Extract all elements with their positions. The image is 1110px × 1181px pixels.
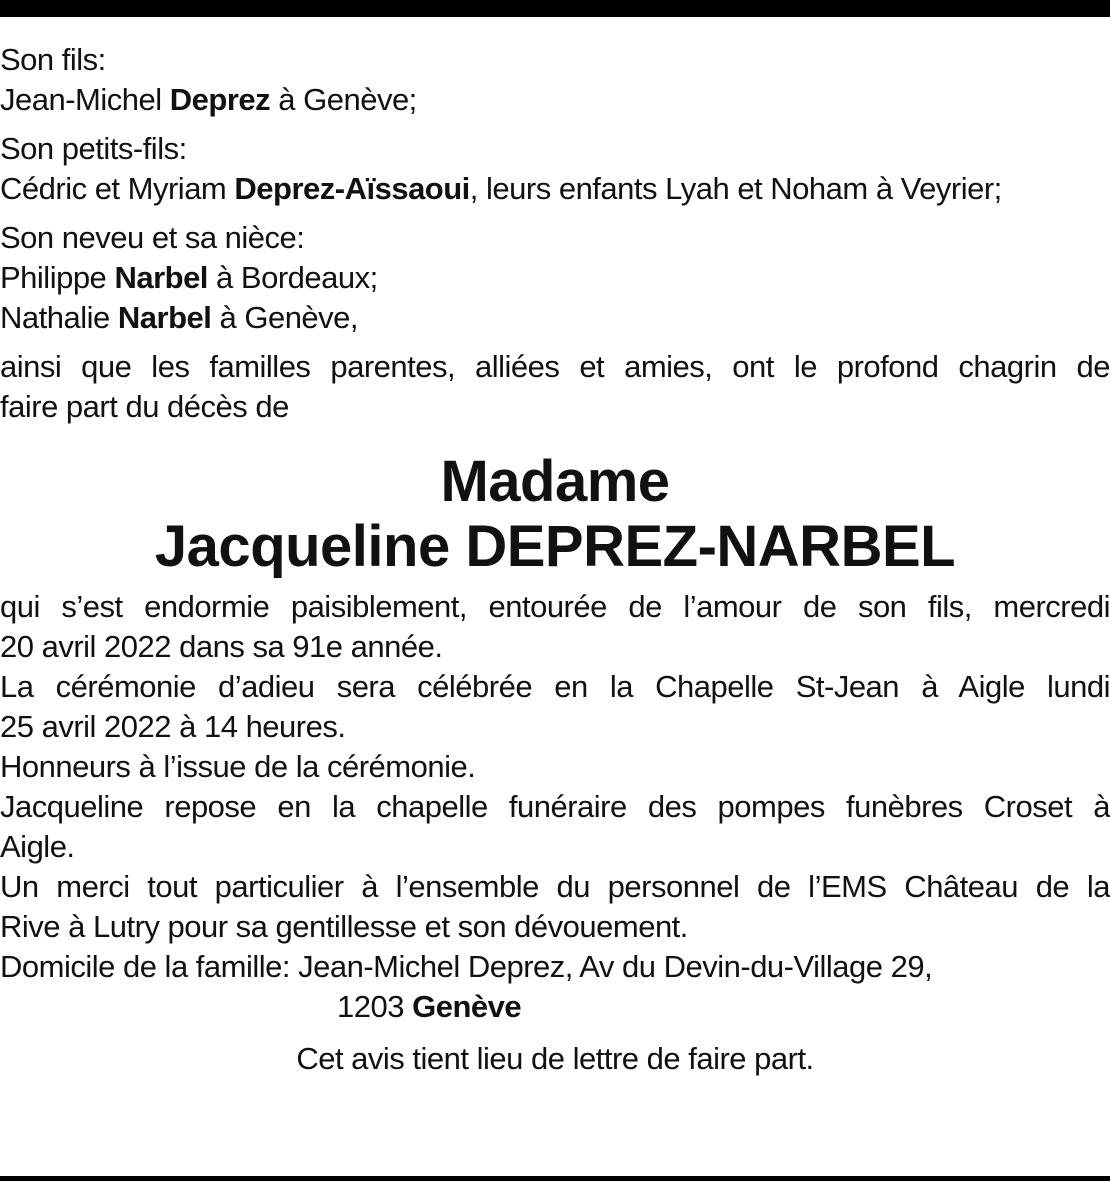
deceased-name-heading [0,449,1110,579]
nephew-niece-block [0,218,1110,338]
details-line-7: Aigle. [0,829,75,864]
top-rule [0,0,1110,17]
son-block [0,40,1110,120]
nephew-first-name: Philippe [0,260,107,295]
details-line-9: Rive à Lutry pour sa gentillesse et son dévouement. [0,909,688,944]
intro-paragraph [0,347,1110,427]
postcode: 1203 [337,989,404,1024]
details-line-1: qui s’est endormie paisiblement, entourée de l’amour de son fils, mercredi [0,589,1110,624]
deceased-name: Jacqueline DEPREZ-NARBEL [154,514,956,579]
son-heading: Son fils: [0,42,106,77]
closing-text: Cet avis tient lieu de lettre de faire part. [296,1041,814,1076]
niece-first-name: Nathalie [0,300,110,335]
niece-entry [0,298,1110,338]
family-domicile: Domicile de la famille: Jean-Michel Deprez, Av du Devin-du-Village 29, [0,949,933,984]
intro-line-1: ainsi que les familles parentes, alliées et amies, ont le profond chagrin de [0,349,1110,384]
grandson-block [0,129,1110,209]
grandson-heading: Son petits-fils: [0,131,187,166]
details-line-5: Honneurs à l’issue de la cérémonie. [0,749,476,784]
details-line-4: 25 avril 2022 à 14 heures. [0,709,346,744]
details-line-8: Un merci tout particulier à l’ensemble du personnel de l’EMS Château de la [0,869,1110,904]
nephew-entry [0,258,1110,298]
nephew-heading: Son neveu et sa nièce: [0,220,305,255]
niece-last-name: Narbel [117,300,212,335]
bottom-rule [0,1176,1110,1181]
son-first-name: Jean-Michel [0,82,162,117]
intro-line-2: faire part du décès de [0,389,289,424]
son-last-name: Deprez [169,82,271,117]
son-entry [0,80,1110,120]
grandson-entry [0,169,1110,209]
nephew-place: à Bordeaux; [216,260,378,295]
nephew-last-name: Narbel [114,260,208,295]
death-notice [0,40,1110,1079]
details-line-6: Jacqueline repose en la chapelle funéraire des pompes funèbres Croset à [0,789,1110,824]
city: Genève [412,989,522,1024]
details-line-3: La cérémonie d’adieu sera célébrée en la Chapelle St-Jean à Aigle lundi [0,669,1110,704]
grandson-rest: , leurs enfants Lyah et Noham à Veyrier; [469,171,1002,206]
closing-note [0,1039,1110,1079]
grandson-first-names: Cédric et Myriam [0,171,227,206]
details-paragraph [0,587,1110,1027]
niece-place: à Genève, [219,300,359,335]
deceased-title: Madame [440,449,670,514]
grandson-last-name: Deprez-Aïssaoui [234,171,470,206]
details-line-2: 20 avril 2022 dans sa 91e année. [0,629,443,664]
family-city-line [0,987,1110,1027]
son-place: à Genève; [278,82,417,117]
